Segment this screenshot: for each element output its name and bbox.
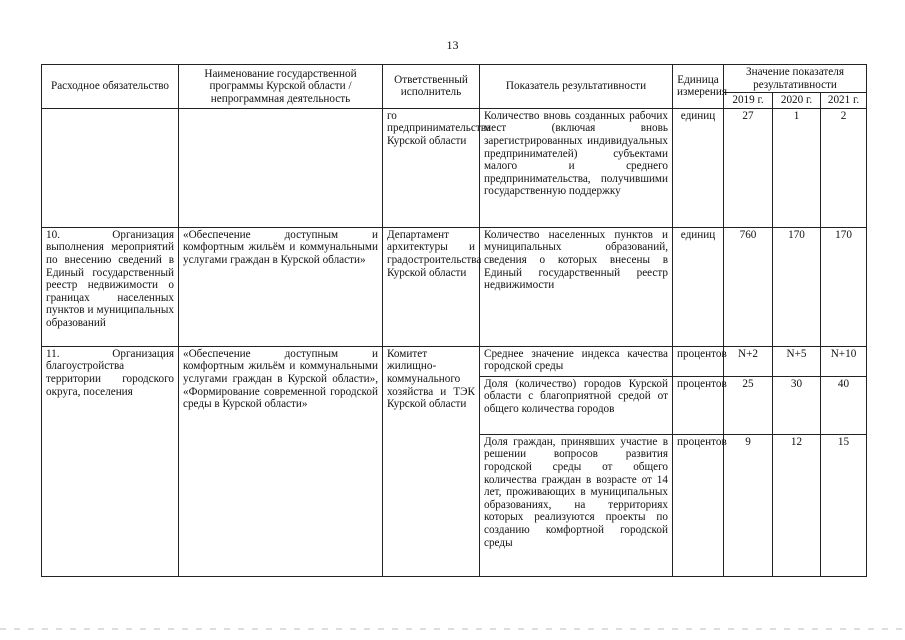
unit-cell: процентов: [673, 434, 724, 576]
indicator-cell: Среднее значение индекса качества городской среды: [480, 346, 673, 376]
program-cell: «Обеспечение доступным и комфортным жильём и коммунальными услугами граждан в Курской области»: [179, 227, 383, 346]
header-value-group: Значение показателя результативности: [724, 65, 867, 93]
scan-artifact-line: [0, 628, 905, 630]
value-2019-cell: 25: [724, 376, 773, 434]
value-2020-cell: 1: [773, 108, 821, 227]
value-2019-cell: N+2: [724, 346, 773, 376]
unit-cell: процентов: [673, 376, 724, 434]
value-2020-cell: N+5: [773, 346, 821, 376]
value-2021-cell: 15: [821, 434, 867, 576]
indicator-cell: Доля (количество) городов Курской области с благоприятной средой от общего количества городов: [480, 376, 673, 434]
executor-cell: Департамент архитектуры и градостроительства Курской области: [383, 227, 480, 346]
value-2021-cell: 170: [821, 227, 867, 346]
value-2021-cell: N+10: [821, 346, 867, 376]
table-row: [42, 227, 867, 346]
value-2019-cell: 27: [724, 108, 773, 227]
table-row: [42, 108, 867, 227]
header-executor: Ответственный исполнитель: [383, 65, 480, 109]
header-indicator: Показатель результативности: [480, 65, 673, 109]
indicator-cell: Количество населенных пунктов и муниципальных образований, сведения о которых внесены в Единый государственный реестр недвижимости: [480, 227, 673, 346]
program-cell: [179, 108, 383, 227]
obligation-cell: 11. Организация благоустройства территории городского округа, поселения: [42, 346, 179, 576]
header-year-2020: 2020 г.: [773, 93, 821, 109]
unit-cell: единиц: [673, 108, 724, 227]
value-2020-cell: 12: [773, 434, 821, 576]
unit-cell: процентов: [673, 346, 724, 376]
executor-cell: го предпринимательства Курской области: [383, 108, 480, 227]
value-2019-cell: 9: [724, 434, 773, 576]
program-cell: «Обеспечение доступным и комфортным жильём и коммунальными услугами граждан в Курской области», «Формирование современной городской среды в Курской области»: [179, 346, 383, 576]
obligation-cell: [42, 108, 179, 227]
value-2019-cell: 760: [724, 227, 773, 346]
header-unit: Единица измерения: [673, 65, 724, 109]
header-program: Наименование государственной программы Курской области / непрограммная деятельность: [179, 65, 383, 109]
expenditure-table: [41, 64, 867, 577]
header-year-2021: 2021 г.: [821, 93, 867, 109]
indicator-cell: Доля граждан, принявших участие в решении вопросов развития городской среды от общего количества граждан в возрасте от 14 лет, проживающих в муниципальных образованиях, на территориях которых реализуются проекты по созданию комфортной городской среды: [480, 434, 673, 576]
header-obligation: Расходное обязательство: [42, 65, 179, 109]
page-number: 13: [446, 38, 459, 52]
value-2021-cell: 40: [821, 376, 867, 434]
value-2020-cell: 30: [773, 376, 821, 434]
indicator-cell: Количество вновь созданных рабочих мест (включая вновь зарегистрированных индивидуальных предпринимателей) субъектами малого и среднего предпринимательства, получившими государственную поддержку: [480, 108, 673, 227]
header-year-2019: 2019 г.: [724, 93, 773, 109]
executor-cell: Комитет жилищно-коммунального хозяйства и ТЭК Курской области: [383, 346, 480, 576]
obligation-cell: 10. Организация выполнения мероприятий по внесению сведений в Единый государственный реестр недвижимости о границах населенных пунктов и муниципальных образований: [42, 227, 179, 346]
unit-cell: единиц: [673, 227, 724, 346]
table-row: [42, 346, 867, 376]
value-2021-cell: 2: [821, 108, 867, 227]
value-2020-cell: 170: [773, 227, 821, 346]
